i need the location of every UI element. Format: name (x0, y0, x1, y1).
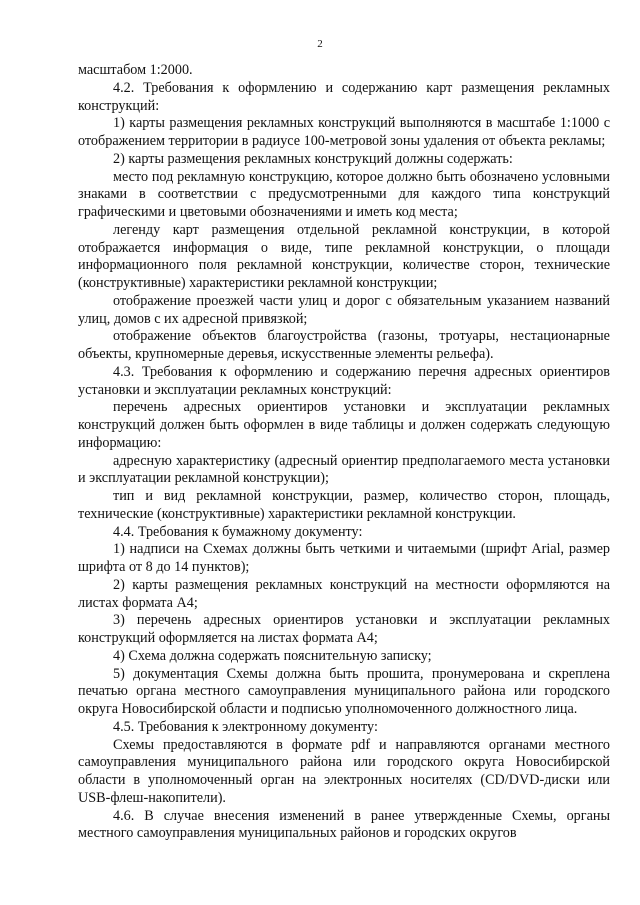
paragraph: 5) документация Схемы должна быть прошита, пронумерована и скреплена печатью органа местного самоуправления муниципального района или городского округа Новосибирской области и подписью уполномоченного должностного лица. (78, 665, 610, 717)
paragraph: 1) надписи на Схемах должны быть четкими и читаемыми (шрифт Arial, размер шрифта от 8 до 14 пунктов); (78, 541, 610, 575)
document-body (78, 62, 610, 843)
page-number: 2 (317, 38, 323, 50)
paragraph: тип и вид рекламной конструкции, размер, количество сторон, площадь, технические (конструктивные) характеристики рекламной конструкции. (78, 488, 610, 522)
paragraph: 4.3. Требования к оформлению и содержанию перечня адресных ориентиров установки и эксплуатации рекламных конструкций: (78, 363, 610, 398)
paragraph: 4.5. Требования к электронному документу: (113, 718, 378, 735)
paragraph: 2) карты размещения рекламных конструкций на местности оформляются на листах формата А4; (78, 576, 610, 611)
paragraph: адресную характеристику (адресный ориентир предполагаемого места установки и эксплуатации рекламной конструкции); (78, 452, 610, 487)
paragraph: 2) карты размещения рекламных конструкций должны содержать: (113, 150, 513, 167)
paragraph: перечень адресных ориентиров установки и эксплуатации рекламных конструкций должен быть оформлен в виде таблицы и должен содержать следующую информацию: (78, 399, 610, 451)
paragraph: отображение проезжей части улиц и дорог с обязательным указанием названий улиц, домов с их адресной привязкой; (78, 292, 610, 327)
paragraph: 1) карты размещения рекламных конструкций выполняются в масштабе 1:1000 с отображением территории в радиусе 100-метровой зоны удаления от объекта рекламы; (78, 115, 610, 149)
paragraph: масштабом 1:2000. (78, 62, 193, 78)
paragraph: легенду карт размещения отдельной рекламной конструкции, в которой отображается информация о виде, типе рекламной конструкции, о площади информационного поля рекламной конструкции, количестве сторон, технические (конструктивные) характеристики рекламной конструкции; (78, 221, 610, 291)
paragraph: 4.2. Требования к оформлению и содержанию карт размещения рекламных конструкций: (78, 79, 610, 114)
paragraph: 4.4. Требования к бумажному документу: (113, 523, 363, 540)
paragraph: 3) перечень адресных ориентиров установки и эксплуатации рекламных конструкций оформляется на листах формата А4; (78, 612, 610, 646)
paragraph: 4) Схема должна содержать пояснительную записку; (113, 647, 432, 664)
paragraph: 4.6. В случае внесения изменений в ранее утвержденные Схемы, органы местного самоуправления муниципальных районов и городских округов (78, 807, 610, 842)
paragraph: отображение объектов благоустройства (газоны, тротуары, нестационарные объекты, крупномерные деревья, искусственные элементы рельефа). (78, 328, 610, 362)
paragraph: Схемы предоставляются в формате pdf и направляются органами местного самоуправления муниципального района или городского округа Новосибирской области в уполномоченный орган на электронных носителях (CD/DVD-диски или USB-флеш-накопители). (78, 736, 610, 806)
paragraph: место под рекламную конструкцию, которое должно быть обозначено условными знаками в соответствии с предусмотренными для каждого типа конструкций графическими и цветовыми обозначениями и иметь код места; (78, 168, 610, 220)
